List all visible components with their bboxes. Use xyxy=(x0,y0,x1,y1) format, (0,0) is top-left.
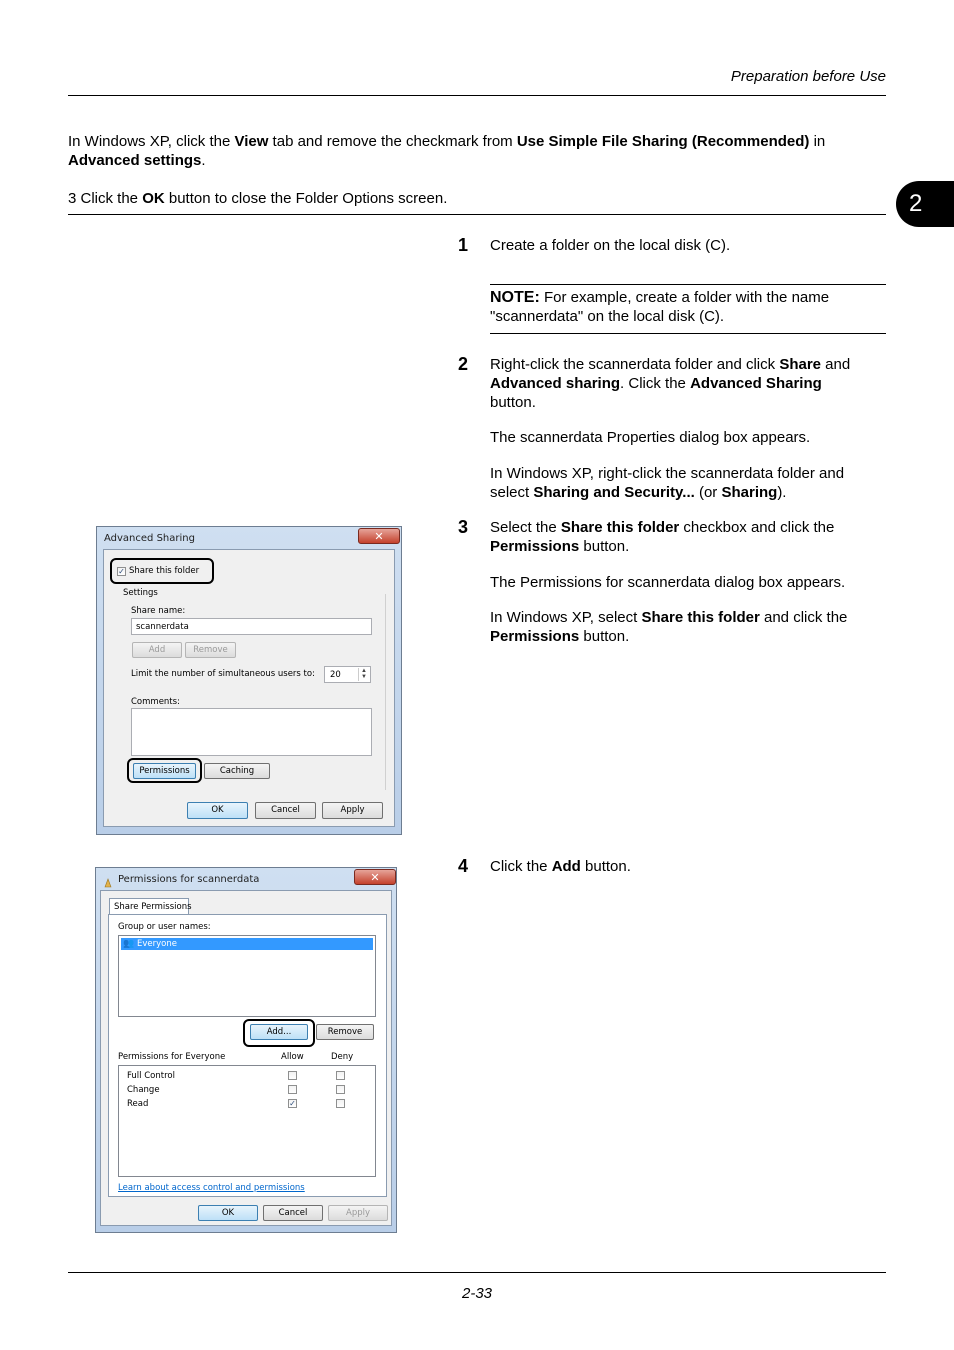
header-rule xyxy=(68,95,886,96)
cancel-button[interactable]: Cancel xyxy=(255,802,316,819)
users-icon: 👥 xyxy=(123,938,135,948)
deny-read-checkbox[interactable] xyxy=(336,1099,345,1108)
step-text: . Click the xyxy=(620,375,691,392)
folder-icon xyxy=(103,875,113,885)
close-button[interactable]: ✕ xyxy=(358,528,400,544)
apply-button[interactable]: Apply xyxy=(322,802,383,819)
step-text: Select the xyxy=(490,519,561,536)
share-name-label: Share name: xyxy=(131,606,186,616)
limit-users-value: 20 xyxy=(330,670,341,680)
sharing-label: Sharing xyxy=(721,484,778,501)
share-name-value: scannerdata xyxy=(136,622,189,632)
user-list[interactable] xyxy=(118,935,376,1017)
intro-text: tab and remove the checkmark from xyxy=(268,133,517,150)
ok-button[interactable]: OK xyxy=(187,802,248,819)
intro-paragraph-1 xyxy=(68,132,888,170)
intro-text: . xyxy=(201,152,206,169)
section-title: Preparation before Use xyxy=(730,68,886,85)
deny-column-header: Deny xyxy=(331,1052,354,1062)
add-label: Add xyxy=(551,858,581,875)
apply-button[interactable]: Apply xyxy=(328,1205,388,1221)
step-number-3: 3 xyxy=(458,517,469,537)
deny-full-control-checkbox[interactable] xyxy=(336,1071,345,1080)
step-text: Click the xyxy=(490,858,552,875)
sharing-security-label: Sharing and Security... xyxy=(533,484,695,501)
allow-change-checkbox[interactable] xyxy=(288,1085,297,1094)
permission-name: Full Control xyxy=(127,1071,175,1081)
step-text: In Windows XP, right-click the scannerdata folder and xyxy=(490,465,845,482)
permissions-button[interactable]: Permissions xyxy=(133,763,196,779)
step-number-2: 2 xyxy=(458,354,469,374)
step-3-text xyxy=(490,518,886,556)
step-3-result: The Permissions for scannerdata dialog box appears. xyxy=(490,574,846,591)
chapter-tab: 2 xyxy=(896,181,954,227)
dialog-body xyxy=(103,549,395,827)
dialog-body xyxy=(100,890,392,1226)
allow-read-checkbox[interactable]: ✓ xyxy=(289,1099,296,1108)
note-box xyxy=(490,288,886,326)
step-text: button. xyxy=(490,394,536,411)
step-1-text: Create a folder on the local disk (C). xyxy=(490,237,731,254)
remove-button[interactable]: Remove xyxy=(316,1024,374,1040)
note-rule-top xyxy=(490,284,886,285)
intro-paragraph-2 xyxy=(68,189,888,208)
step-text: In Windows XP, select xyxy=(490,609,642,626)
limit-users-label: Limit the number of simultaneous users to: xyxy=(131,669,315,679)
step-3-xp-note xyxy=(490,608,886,646)
user-name: Everyone xyxy=(137,939,177,949)
ok-label: OK xyxy=(142,190,165,207)
tab-share-permissions[interactable] xyxy=(109,898,192,915)
advanced-sharing-label: Advanced sharing xyxy=(490,375,621,392)
step-2-result: The scannerdata Properties dialog box appears. xyxy=(490,429,811,446)
comments-label: Comments: xyxy=(131,697,180,707)
step-2-xp-note xyxy=(490,464,886,502)
comments-textarea[interactable] xyxy=(131,708,372,756)
step-text: select xyxy=(490,484,534,501)
permissions-for-label: Permissions for Everyone xyxy=(118,1052,226,1062)
step-text: and xyxy=(821,356,851,373)
advanced-sharing-button-label: Advanced Sharing xyxy=(690,375,822,392)
close-button[interactable]: ✕ xyxy=(354,869,396,885)
deny-change-checkbox[interactable] xyxy=(336,1085,345,1094)
step-number-1: 1 xyxy=(458,235,469,255)
step-text: and click the xyxy=(759,609,848,626)
tab-panel xyxy=(108,914,387,1197)
share-this-folder-label: Share this folder xyxy=(641,609,760,626)
allow-full-control-checkbox[interactable] xyxy=(288,1071,297,1080)
step-text: checkbox and click the xyxy=(679,519,835,536)
note-text: "scannerdata" on the local disk (C). xyxy=(490,308,725,325)
step-2-text xyxy=(490,355,886,412)
page-number: 2-33 xyxy=(461,1285,493,1302)
tab-label: Share Permissions xyxy=(114,902,192,912)
advanced-sharing-dialog xyxy=(96,526,402,835)
share-this-folder-label: Share this folder xyxy=(560,519,680,536)
permissions-label: Permissions xyxy=(490,538,580,555)
view-tab-label: View xyxy=(234,133,269,150)
share-folder-checkbox[interactable]: ✓ xyxy=(118,567,125,576)
intro-text: In Windows XP, click the xyxy=(68,133,235,150)
step-text: button. xyxy=(579,628,630,645)
ok-button[interactable]: OK xyxy=(198,1205,258,1221)
intro-text: 3 Click the xyxy=(68,190,143,207)
note-label: NOTE: xyxy=(490,289,540,306)
simple-file-sharing-label: Use Simple File Sharing (Recommended) xyxy=(516,133,810,150)
step-number-4: 4 xyxy=(458,856,469,876)
step-text: button. xyxy=(579,538,630,555)
user-row-everyone[interactable] xyxy=(121,938,373,950)
permissions-dialog xyxy=(95,867,397,1233)
intro-text: button to close the Folder Options screen. xyxy=(164,190,448,207)
section-rule xyxy=(68,214,886,215)
group-names-label: Group or user names: xyxy=(118,922,211,932)
permission-name: Change xyxy=(127,1085,160,1095)
settings-label: Settings xyxy=(123,588,158,598)
share-folder-label: Share this folder xyxy=(129,566,200,576)
remove-button[interactable]: Remove xyxy=(185,642,236,658)
spinner-arrows-icon[interactable]: ▲ ▼ xyxy=(358,668,369,681)
step-text: button. xyxy=(580,858,631,875)
add-button[interactable]: Add... xyxy=(250,1024,308,1040)
note-text: For example, create a folder with the name xyxy=(539,289,830,306)
note-rule-bottom xyxy=(490,333,886,334)
share-label: Share xyxy=(779,356,822,373)
step-text: (or xyxy=(694,484,722,501)
step-4-text xyxy=(490,857,631,876)
intro-text: in xyxy=(809,133,826,150)
caching-button[interactable]: Caching xyxy=(204,763,270,779)
footer-rule xyxy=(68,1272,886,1273)
step-text: Right-click the scannerdata folder and click xyxy=(490,356,780,373)
dialog-title: Permissions for scannerdata xyxy=(118,874,260,885)
add-button[interactable]: Add xyxy=(132,642,182,658)
permissions-list xyxy=(118,1065,376,1177)
share-name-input[interactable] xyxy=(131,618,372,635)
permission-name: Read xyxy=(127,1099,149,1109)
cancel-button[interactable]: Cancel xyxy=(263,1205,323,1221)
permissions-label: Permissions xyxy=(490,628,580,645)
step-text: ). xyxy=(777,484,787,501)
dialog-title: Advanced Sharing xyxy=(104,533,195,544)
access-control-help-link[interactable]: Learn about access control and permissions xyxy=(118,1183,305,1193)
allow-column-header: Allow xyxy=(281,1052,304,1062)
advanced-settings-label: Advanced settings xyxy=(68,152,202,169)
limit-users-spinner[interactable] xyxy=(324,666,371,683)
